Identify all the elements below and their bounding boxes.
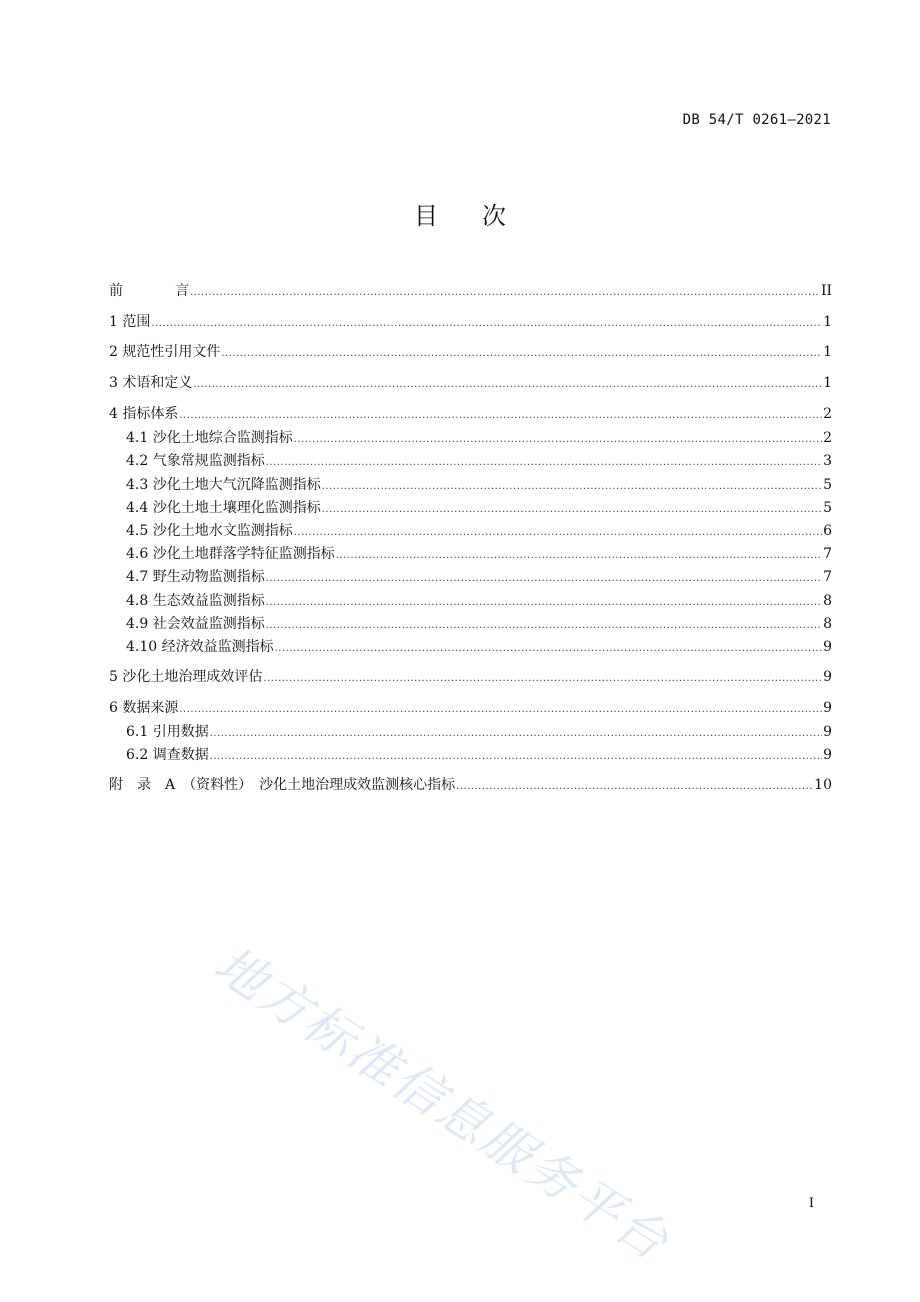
toc-entry-page: 6 [823,523,832,539]
toc-leader-dots [322,501,822,519]
toc-leader-dots [266,617,822,635]
toc-entry[interactable] [109,343,832,363]
toc-entry-page: 5 [823,477,832,493]
toc-entry-label: 5 沙化土地治理成效评估 [109,669,263,685]
toc-entry-label: 6.1 引用数据 [126,724,209,740]
toc-leader-dots [210,748,822,766]
toc-entry-page: 2 [823,406,832,422]
toc-entry[interactable] [126,499,832,519]
toc-entry-page: 9 [823,669,832,685]
toc-entry[interactable] [126,476,832,496]
toc-leader-dots [190,284,820,302]
toc-entry-preface[interactable] [109,282,832,302]
toc-leader-dots [151,315,822,333]
toc-entry-page: 8 [823,593,832,609]
toc-entry-page: 10 [814,777,832,793]
toc-entry-page: 3 [823,453,832,469]
toc-entry[interactable] [126,592,832,612]
toc-entry-page: 2 [823,430,832,446]
toc-entry-page: 1 [823,314,832,330]
toc-entry-page: 9 [823,724,832,740]
toc-entry-page: 8 [823,616,832,632]
toc-entry-page: 1 [823,375,832,391]
toc-entry[interactable] [109,405,832,425]
toc-leader-dots [193,376,822,394]
toc-entry-label: 4.2 气象常规监测指标 [126,453,265,469]
toc-leader-dots [266,594,822,612]
toc-entry-page: 5 [823,500,832,516]
toc-entry-page: 9 [823,700,832,716]
toc-entry-appendix[interactable] [109,776,832,796]
toc-entry-label: 4.5 沙化土地水文监测指标 [126,523,293,539]
toc-entry-label: 6 数据来源 [109,700,179,716]
toc-leader-dots [179,701,822,719]
toc-entry-label: 2 规范性引用文件 [109,344,221,360]
toc-entry-label: 4.9 社会效益监测指标 [126,616,265,632]
toc-entry[interactable] [126,545,832,565]
toc-entry-page: 1 [823,344,832,360]
toc-entry[interactable] [126,638,832,658]
toc-leader-dots [263,670,822,688]
toc-entry-label: 4.6 沙化土地群落学特征监测指标 [126,546,335,562]
toc-leader-dots [266,570,822,588]
toc-entry-page: 7 [823,546,832,562]
toc-title-left: 目 [414,202,438,230]
toc-leader-dots [179,407,822,425]
toc-entry[interactable] [126,746,832,766]
toc-leader-dots [221,345,822,363]
toc-entry-page: 9 [823,747,832,763]
watermark: 地方标准信息服务平台 [204,935,681,1273]
toc-entry-label: 4.10 经济效益监测指标 [126,639,274,655]
toc-entry-label: 4.4 沙化土地土壤理化监测指标 [126,500,321,516]
toc-entry[interactable] [126,452,832,472]
toc-entry-label: 6.2 调查数据 [126,747,209,763]
toc-entry-page: II [820,283,832,299]
toc-entry[interactable] [109,313,832,333]
toc-entry-label: 3 术语和定义 [109,375,193,391]
toc-entry-label: 1 范围 [109,314,151,330]
toc-leader-dots [275,640,822,658]
toc-entry[interactable] [109,699,832,719]
toc-leader-dots [210,725,822,743]
toc-title [0,196,920,231]
toc-entry-label: 4 指标体系 [109,406,179,422]
toc-entry[interactable] [109,374,832,394]
toc-leader-dots [266,454,822,472]
toc-entry-label: 4.3 沙化土地大气沉降监测指标 [126,477,321,493]
toc-entry[interactable] [126,615,832,635]
toc-title-right: 次 [482,202,506,230]
toc-leader-dots [322,478,822,496]
toc-leader-dots [336,547,822,565]
page-number: I [808,1196,814,1211]
toc-entry-label: 4.8 生态效益监测指标 [126,593,265,609]
document-code: DB 54/T 0261—2021 [682,112,831,128]
toc-entry[interactable] [109,668,832,688]
toc-entry-label: 4.1 沙化土地综合监测指标 [126,430,293,446]
toc-entry-page: 7 [823,569,832,585]
toc-entry-label: 4.7 野生动物监测指标 [126,569,265,585]
toc-leader-dots [294,431,822,449]
toc-entry[interactable] [126,429,832,449]
toc-leader-dots [294,524,822,542]
toc-entry-label: 前 言 [109,283,189,299]
toc-entry-label: 附 录 A （资料性） 沙化土地治理成效监测核心指标 [109,777,456,793]
toc-entry[interactable] [126,522,832,542]
toc-leader-dots [456,778,813,796]
toc-entry[interactable] [126,568,832,588]
toc-entry[interactable] [126,723,832,743]
toc-entry-page: 9 [823,639,832,655]
